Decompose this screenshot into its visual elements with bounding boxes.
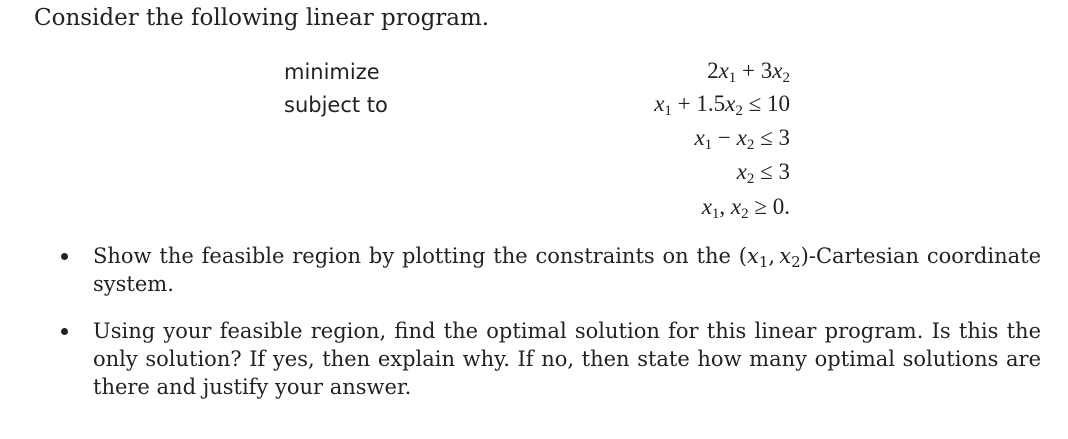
- constraint-3: [737, 158, 790, 186]
- constraint-1-operator: +: [677, 91, 691, 116]
- nonnegativity-separator: ,: [719, 194, 726, 219]
- objective-coefficient-2: 3: [760, 58, 773, 83]
- constraint-1-subscript-1: 1: [664, 103, 672, 119]
- nonnegativity-subscript-2: 2: [741, 206, 749, 222]
- objective-function: [707, 57, 790, 85]
- task-1-variable-1: x: [746, 244, 759, 268]
- task-optimal-solution: [93, 317, 1041, 401]
- task-1-open-paren: (: [738, 244, 747, 268]
- constraint-1-relation: ≤: [748, 91, 762, 116]
- nonnegativity-variable-1: x: [701, 194, 712, 219]
- minimize-label: minimize: [284, 60, 380, 84]
- constraint-2-subscript-1: 1: [704, 137, 713, 153]
- constraint-1-coefficient-2: 1.5: [696, 91, 726, 116]
- task-plot-feasible-region: [93, 242, 1041, 298]
- constraint-3-variable: x: [736, 159, 747, 184]
- constraint-1-variable-1: x: [654, 91, 665, 116]
- objective-subscript-2: 2: [782, 70, 790, 86]
- constraint-2: [694, 124, 790, 152]
- task-2-text: Using your feasible region, find the optimal solution for this linear program. Is this the only solution? If yes, then explain why. If no, then state how many optimal solutions are there and justify your answer.: [93, 319, 1041, 399]
- task-1-text-before: Show the feasible region by plotting the constraints on the: [93, 244, 739, 268]
- constraint-3-relation: ≤: [760, 159, 773, 184]
- nonnegativity-constraint: [702, 193, 790, 221]
- constraint-2-subscript-2: 2: [746, 137, 755, 153]
- task-1-variable-2: x: [779, 244, 792, 268]
- nonnegativity-relation: ≥: [754, 194, 767, 219]
- task-1-subscript-1: 1: [758, 253, 769, 271]
- constraint-1-subscript-2: 2: [735, 103, 743, 119]
- subject-to-label: subject to: [284, 93, 388, 117]
- nonnegativity-rhs: 0.: [772, 194, 790, 219]
- task-1-text-after: -Cartesian coordinate system.: [93, 244, 1041, 296]
- constraint-1-rhs: 10: [767, 91, 790, 116]
- linear-program: [284, 57, 804, 227]
- task-1-close-paren: ): [800, 244, 809, 268]
- objective-subscript-1: 1: [728, 70, 737, 86]
- constraint-2-rhs: 3: [778, 125, 790, 150]
- task-1-separator: ,: [768, 244, 776, 268]
- problem-intro: Consider the following linear program.: [34, 5, 490, 31]
- constraint-3-subscript: 2: [746, 171, 755, 187]
- constraint-2-variable-2: x: [736, 125, 747, 150]
- objective-variable-2: x: [772, 58, 783, 83]
- constraint-2-variable-1: x: [694, 125, 705, 150]
- nonnegativity-variable-2: x: [730, 194, 742, 219]
- constraint-3-rhs: 3: [778, 159, 790, 184]
- objective-operator: +: [742, 58, 756, 83]
- task-1-subscript-2: 2: [791, 253, 801, 271]
- objective-variable-1: x: [718, 58, 729, 83]
- task-list: [0, 242, 1068, 420]
- objective-coefficient-1: 2: [707, 58, 719, 83]
- bullet-dot: [61, 253, 68, 260]
- constraint-1-variable-2: x: [725, 91, 736, 116]
- constraint-2-relation: ≤: [760, 125, 773, 150]
- constraint-2-operator: −: [717, 125, 731, 150]
- constraint-1: [654, 90, 790, 118]
- nonnegativity-subscript-1: 1: [711, 206, 720, 222]
- bullet-dot: [61, 328, 68, 335]
